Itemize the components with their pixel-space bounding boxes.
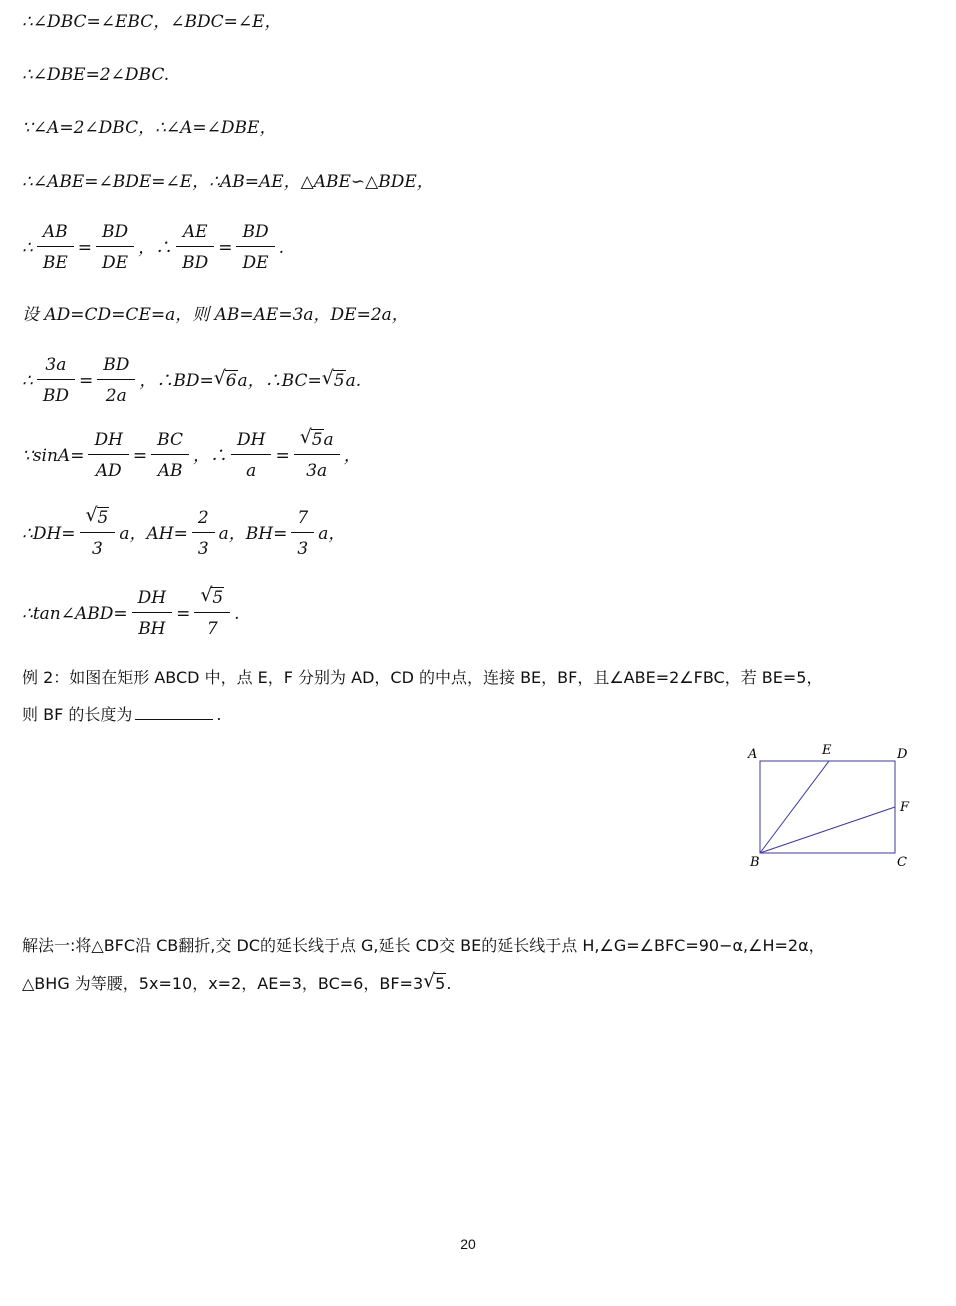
fraction: $\frac{DH}{AD}$ (88, 430, 128, 481)
equals: = (275, 445, 290, 466)
equals: = (176, 603, 191, 624)
fraction: $\frac{BC}{AB}$ (151, 430, 189, 481)
label-e: E (822, 743, 832, 758)
therefore-sign: ∴ (22, 237, 33, 258)
sqrt: √ 5 (423, 970, 446, 993)
equals: = (77, 237, 92, 258)
period: . (446, 974, 452, 993)
solution-line-1: 解法一:将△BFC沿 CB翻折,交 DC的延长线于点 G,延长 CD交 BE的延长线于点 H,∠G=∠BFC=90−α,∠H=2α， (22, 936, 825, 955)
fraction: $\frac{7}{3}$ (291, 508, 314, 559)
equals: = (218, 237, 233, 258)
example-line-1: 例 2：如图在矩形 ABCD 中，点 E，F 分别为 AD，CD 的中点，连接 BE，BF，且∠ABE=2∠FBC，若 BE=5， (22, 668, 823, 687)
label-b: B (750, 855, 760, 870)
text: a. (345, 370, 362, 391)
solution-text: △BHG 为等腰，5x=10，x=2，AE=3，BC=6，BF=3 (22, 974, 424, 993)
line-5-fractions (22, 222, 284, 273)
separator: ，∴ (138, 237, 173, 258)
line-7-fractions (22, 355, 361, 406)
fraction: $\frac{BD}{DE}$ (236, 222, 274, 273)
label-c: C (897, 855, 907, 870)
text: a，AH= (119, 523, 188, 544)
page-number: 20 (460, 1236, 476, 1252)
separator: ，∴ (193, 445, 227, 466)
therefore-sign: ∴ (22, 370, 33, 391)
period: . (278, 237, 285, 258)
text: a，BH= (218, 523, 288, 544)
equals: = (132, 445, 148, 466)
line-9-fractions (22, 504, 346, 559)
label-d: D (897, 747, 908, 762)
line-4: ∴∠ABE=∠BDE=∠E，∴AB=AE，△ABE∽△BDE， (22, 172, 434, 192)
segment-bf (760, 807, 895, 853)
fraction: √ 5 3 (80, 508, 116, 559)
line-1: ∴∠DBC=∠EBC，∠BDC=∠E， (22, 12, 282, 32)
rectangle-abcd (760, 761, 895, 853)
fraction: $\frac{2}{3}$ (192, 508, 215, 559)
line-3: ∵∠A=2∠DBC，∴∠A=∠DBE， (22, 118, 277, 138)
sqrt: √ 6 (213, 366, 237, 391)
text: ∴DH= (22, 523, 76, 544)
fraction: √ 5 7 (194, 588, 230, 639)
rectangle-figure (738, 740, 928, 875)
fraction: $\frac{DH}{BH}$ (132, 588, 172, 639)
fraction: $\frac{DH}{a}$ (231, 430, 271, 481)
text: a， (318, 523, 346, 544)
text: ∴tan∠ABD= (22, 603, 128, 624)
fraction: $\frac{BD}{2a}$ (97, 355, 135, 406)
sqrt: √ 5 (321, 366, 345, 391)
equals: = (78, 370, 94, 391)
answer-blank (135, 705, 213, 720)
fraction: $\frac{AE}{BD}$ (176, 222, 214, 273)
text: ∵sinA= (22, 445, 85, 466)
line-10-fractions (22, 584, 240, 639)
text: ，∴BD= (139, 370, 214, 391)
label-f: F (900, 800, 910, 815)
fraction: $\frac{BD}{DE}$ (96, 222, 134, 273)
period: . (216, 705, 222, 724)
segment-be (760, 761, 829, 853)
fraction: $\frac{3a}{BD}$ (37, 355, 75, 406)
line-8-fractions (22, 426, 361, 481)
line-2: ∴∠DBE=2∠DBC. (22, 65, 170, 85)
period: . (234, 603, 240, 624)
solution-line-2 (22, 970, 452, 994)
example-question: 则 BF 的长度为 (22, 705, 133, 724)
comma: ， (343, 445, 361, 466)
example-line-2 (22, 705, 221, 725)
line-6: 设 AD=CD=CE=a，则 AB=AE=3a，DE=2a， (22, 305, 409, 325)
fraction: √ 5a 3a (294, 430, 340, 481)
text: a，∴BC= (237, 370, 322, 391)
label-a: A (748, 747, 758, 762)
fraction: $\frac{AB}{BE}$ (37, 222, 74, 273)
